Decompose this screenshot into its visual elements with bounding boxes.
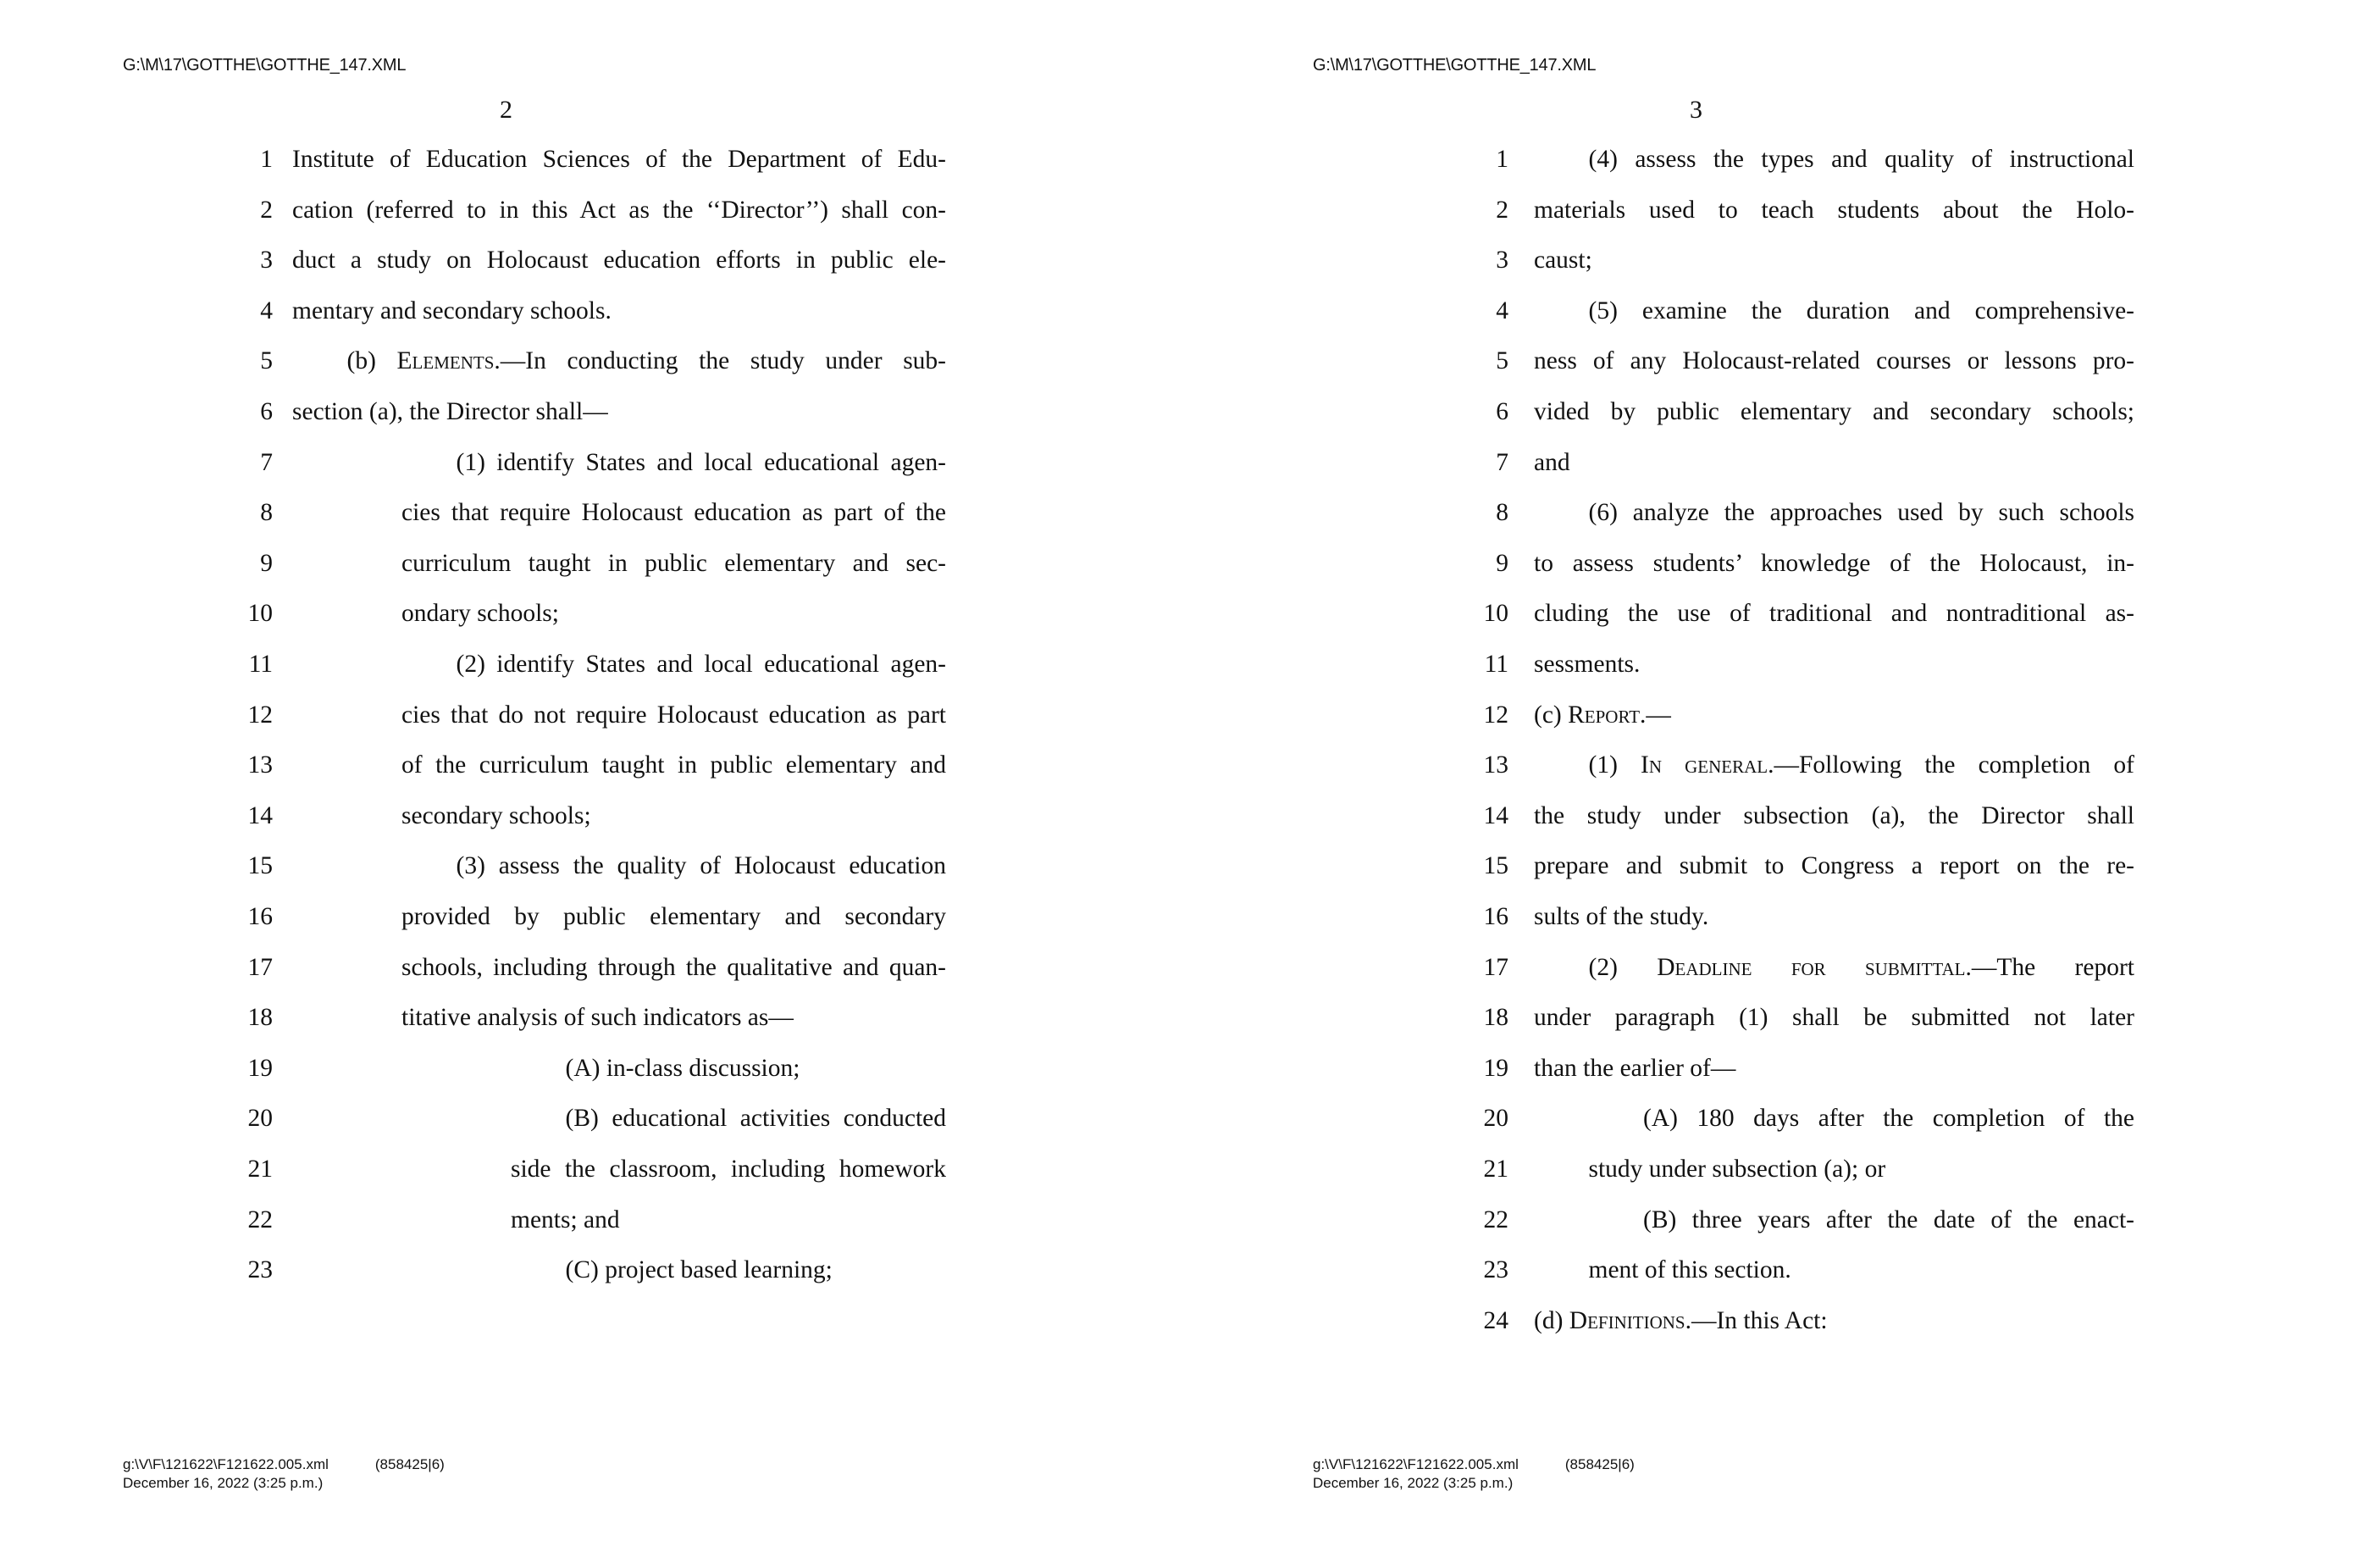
text-run: .—The report	[1965, 953, 2134, 981]
text-run: titative analysis of such indicators as—	[401, 1004, 794, 1032]
line-text	[1534, 1045, 1735, 1092]
text-run: vided by public elementary and secondary schools;	[1534, 398, 2134, 425]
text-line	[0, 388, 1190, 435]
line-number: 23	[1483, 1256, 1508, 1284]
text-line	[0, 186, 1190, 234]
text-run: to assess students’ knowledge of the Holocaust, in-	[1534, 549, 2134, 577]
page-footer	[123, 1455, 445, 1493]
text-run: and	[1534, 448, 1570, 476]
text-line	[0, 489, 1190, 536]
text-run: materials used to teach students about the Holo-	[1534, 196, 2134, 224]
line-text	[1534, 691, 1671, 739]
text-run: (1) identify States and local educational agen-	[456, 448, 946, 476]
line-number: 2	[1496, 196, 1508, 224]
line-text	[457, 640, 947, 688]
line-text	[401, 741, 946, 789]
text-run: of the curriculum taught in public elementary and	[401, 751, 946, 779]
line-text	[401, 944, 946, 991]
line-number: 13	[1483, 751, 1508, 779]
small-caps-heading: Elements	[396, 347, 495, 375]
line-text	[1589, 1246, 1791, 1294]
line-text	[511, 1145, 946, 1193]
text-line	[1190, 1045, 2380, 1092]
text-run: (2)	[1588, 953, 1658, 981]
text-run: cluding the use of traditional and nontraditional as-	[1534, 600, 2134, 628]
line-number: 11	[1484, 651, 1508, 678]
line-text	[292, 388, 608, 435]
line-number: 21	[247, 1156, 273, 1183]
text-run: cies that do not require Holocaust education as part	[401, 701, 946, 729]
text-line	[0, 944, 1190, 991]
line-number: 23	[247, 1256, 273, 1284]
text-line	[0, 691, 1190, 739]
text-line	[0, 1246, 1190, 1294]
text-line	[1190, 388, 2380, 435]
line-number: 1	[1496, 146, 1508, 173]
text-line	[0, 792, 1190, 840]
line-text	[1643, 1095, 2134, 1142]
line-number: 15	[247, 852, 273, 880]
footer-file-path: g:\V\F\121622\F121622.005.xml	[1313, 1456, 1519, 1472]
text-run: (A) in-class discussion;	[565, 1054, 800, 1082]
line-text	[401, 590, 559, 637]
text-line	[0, 1045, 1190, 1092]
text-line	[1190, 236, 2380, 284]
text-line	[1190, 640, 2380, 688]
page-number: 3	[1690, 96, 1702, 124]
text-run: Institute of Education Sciences of the Department of Edu-	[292, 146, 946, 173]
text-run: ments; and	[511, 1206, 620, 1233]
text-run: study under subsection (a); or	[1588, 1156, 1886, 1183]
text-line	[1190, 1297, 2380, 1344]
text-line	[0, 287, 1190, 335]
line-text	[1534, 842, 2134, 890]
line-number: 14	[247, 801, 273, 829]
page-number: 2	[500, 96, 512, 124]
line-number: 8	[260, 499, 273, 527]
line-number: 16	[1483, 903, 1508, 930]
text-run: sessments.	[1534, 651, 1641, 678]
line-text	[292, 287, 612, 335]
line-number: 5	[1496, 347, 1508, 375]
line-number: 4	[1496, 297, 1508, 324]
line-text	[1643, 1196, 2134, 1244]
line-number: 1	[260, 146, 273, 173]
line-number: 11	[248, 651, 273, 678]
line-text	[566, 1246, 833, 1294]
line-number: 18	[1483, 1004, 1508, 1032]
page-header-path: G:\M\17\GOTTHE\GOTTHE_147.XML	[123, 56, 407, 75]
text-line	[1190, 287, 2380, 335]
line-number: 14	[1483, 801, 1508, 829]
text-run: ondary schools;	[401, 600, 559, 628]
line-text	[1534, 186, 2134, 234]
line-number: 7	[260, 448, 273, 476]
text-run: (6) analyze the approaches used by such schools	[1588, 499, 2134, 527]
line-number: 21	[1483, 1156, 1508, 1183]
text-run: than the earlier of—	[1534, 1054, 1736, 1082]
line-number: 15	[1483, 852, 1508, 880]
line-text	[401, 489, 946, 536]
line-text	[401, 994, 794, 1041]
text-run: .—Following the completion of	[1768, 751, 2134, 779]
line-text	[457, 842, 947, 890]
line-number: 22	[1483, 1206, 1508, 1233]
text-run: (3) assess the quality of Holocaust education	[456, 852, 946, 880]
text-line	[0, 236, 1190, 284]
text-line	[1190, 741, 2380, 789]
text-line	[1190, 1196, 2380, 1244]
text-run: (c)	[1534, 701, 1569, 729]
text-line	[1190, 1095, 2380, 1142]
text-run: (1)	[1588, 751, 1641, 779]
text-line	[1190, 439, 2380, 486]
line-number: 6	[1496, 398, 1508, 425]
text-line	[1190, 1246, 2380, 1294]
text-run: provided by public elementary and secondary	[401, 903, 946, 930]
text-run: .—In conducting the study under sub-	[494, 347, 946, 375]
footer-date: December 16, 2022 (3:25 p.m.)	[123, 1475, 324, 1491]
text-line	[0, 994, 1190, 1041]
text-run: the study under subsection (a), the Director shall	[1534, 801, 2134, 829]
line-text	[1534, 540, 2134, 587]
line-number: 13	[247, 751, 273, 779]
text-line	[1190, 944, 2380, 991]
footer-code: (858425|6)	[1564, 1456, 1635, 1472]
text-run: prepare and submit to Congress a report on the re-	[1534, 852, 2134, 880]
line-number: 7	[1496, 448, 1508, 476]
text-run: (b)	[346, 347, 397, 375]
text-line	[0, 842, 1190, 890]
line-number: 17	[1483, 953, 1508, 981]
line-number: 5	[260, 347, 273, 375]
line-text	[457, 439, 947, 486]
line-number: 16	[247, 903, 273, 930]
line-text	[401, 691, 946, 739]
text-run: schools, including through the qualitative and quan-	[401, 953, 946, 981]
text-run: (4) assess the types and quality of instructional	[1588, 146, 2134, 173]
line-text	[401, 540, 946, 587]
line-number: 19	[247, 1054, 273, 1082]
line-text	[292, 186, 946, 234]
line-number: 8	[1496, 499, 1508, 527]
text-run: ment of this section.	[1588, 1256, 1791, 1284]
text-line	[0, 540, 1190, 587]
text-line	[1190, 1145, 2380, 1193]
line-text	[1534, 236, 1592, 284]
text-run: secondary schools;	[401, 801, 591, 829]
right-page	[1190, 0, 2380, 1541]
line-number: 2	[260, 196, 273, 224]
text-run: .—	[1640, 701, 1671, 729]
small-caps-heading: Deadline for submittal	[1657, 953, 1966, 981]
line-text	[1534, 1297, 1828, 1344]
text-run: under paragraph (1) shall be submitted not later	[1534, 1004, 2134, 1032]
line-number: 4	[260, 297, 273, 324]
line-text	[401, 792, 591, 840]
line-text	[347, 337, 947, 385]
line-number: 19	[1483, 1054, 1508, 1082]
text-line	[0, 1196, 1190, 1244]
text-line	[1190, 842, 2380, 890]
text-line	[1190, 186, 2380, 234]
line-number: 3	[1496, 247, 1508, 274]
line-number: 9	[1496, 549, 1508, 577]
line-number: 3	[260, 247, 273, 274]
text-line	[1190, 337, 2380, 385]
text-line	[0, 590, 1190, 637]
text-run: ness of any Holocaust-related courses or lessons pro-	[1534, 347, 2134, 375]
line-text	[1534, 590, 2134, 637]
line-number: 20	[1483, 1105, 1508, 1133]
text-line	[0, 337, 1190, 385]
text-run: (5) examine the duration and comprehensive-	[1588, 297, 2134, 324]
line-number: 18	[247, 1004, 273, 1032]
text-run: .—In this Act:	[1685, 1306, 1828, 1334]
line-text	[1589, 944, 2135, 991]
line-number: 12	[247, 701, 273, 729]
line-text	[292, 136, 946, 183]
line-number: 22	[247, 1206, 273, 1233]
line-number: 17	[247, 953, 273, 981]
line-text	[1534, 792, 2134, 840]
footer-file-path: g:\V\F\121622\F121622.005.xml	[123, 1456, 329, 1472]
text-line	[0, 741, 1190, 789]
text-run: curriculum taught in public elementary and sec-	[401, 549, 946, 577]
text-run: side the classroom, including homework	[511, 1156, 946, 1183]
small-caps-heading: Report	[1568, 701, 1641, 729]
text-run: (A) 180 days after the completion of the	[1643, 1105, 2134, 1133]
line-text	[1534, 388, 2134, 435]
text-run: (d)	[1534, 1306, 1569, 1334]
text-line	[1190, 136, 2380, 183]
line-text	[1589, 1145, 1886, 1193]
line-text	[1534, 640, 1640, 688]
text-line	[1190, 691, 2380, 739]
text-run: mentary and secondary schools.	[292, 297, 612, 324]
line-text	[1534, 439, 1570, 486]
line-text	[566, 1045, 800, 1092]
small-caps-heading: In general	[1641, 751, 1768, 779]
text-run: cation (referred to in this Act as the ‘‘Director’’) shall con-	[292, 196, 946, 224]
line-text	[1589, 741, 2135, 789]
text-line	[0, 439, 1190, 486]
line-text	[1534, 994, 2134, 1041]
line-number: 9	[260, 549, 273, 577]
text-run: cies that require Holocaust education as part of the	[401, 499, 946, 527]
text-run: (B) three years after the date of the enact-	[1643, 1206, 2134, 1233]
line-text	[1589, 489, 2135, 536]
line-number: 10	[247, 600, 273, 628]
line-text	[1534, 893, 1708, 940]
line-text	[566, 1095, 947, 1142]
line-number: 10	[1483, 600, 1508, 628]
text-run: (C) project based learning;	[565, 1256, 833, 1284]
line-number: 6	[260, 398, 273, 425]
line-text	[292, 236, 946, 284]
line-text	[1534, 337, 2134, 385]
footer-code: (858425|6)	[374, 1456, 445, 1472]
text-line	[1190, 540, 2380, 587]
line-text	[1589, 287, 2135, 335]
page-footer	[1313, 1455, 1635, 1493]
text-line	[0, 136, 1190, 183]
text-run: (2) identify States and local educational agen-	[456, 651, 946, 678]
line-text	[511, 1196, 620, 1244]
text-line	[1190, 792, 2380, 840]
text-run: duct a study on Holocaust education efforts in public ele-	[292, 247, 946, 274]
line-number: 20	[247, 1105, 273, 1133]
text-run: section (a), the Director shall—	[292, 398, 608, 425]
text-run: sults of the study.	[1534, 903, 1709, 930]
text-line	[0, 1145, 1190, 1193]
text-line	[1190, 590, 2380, 637]
text-line	[1190, 994, 2380, 1041]
text-line	[0, 640, 1190, 688]
line-text	[1589, 136, 2135, 183]
text-line	[1190, 893, 2380, 940]
footer-date: December 16, 2022 (3:25 p.m.)	[1313, 1475, 1514, 1491]
text-line	[0, 893, 1190, 940]
line-number: 24	[1483, 1306, 1508, 1334]
text-line	[0, 1095, 1190, 1142]
line-number: 12	[1483, 701, 1508, 729]
page-header-path: G:\M\17\GOTTHE\GOTTHE_147.XML	[1313, 56, 1597, 75]
small-caps-heading: Definitions	[1569, 1306, 1685, 1334]
text-run: caust;	[1534, 247, 1592, 274]
line-text	[401, 893, 946, 940]
text-line	[1190, 489, 2380, 536]
text-run: (B) educational activities conducted	[565, 1105, 946, 1133]
